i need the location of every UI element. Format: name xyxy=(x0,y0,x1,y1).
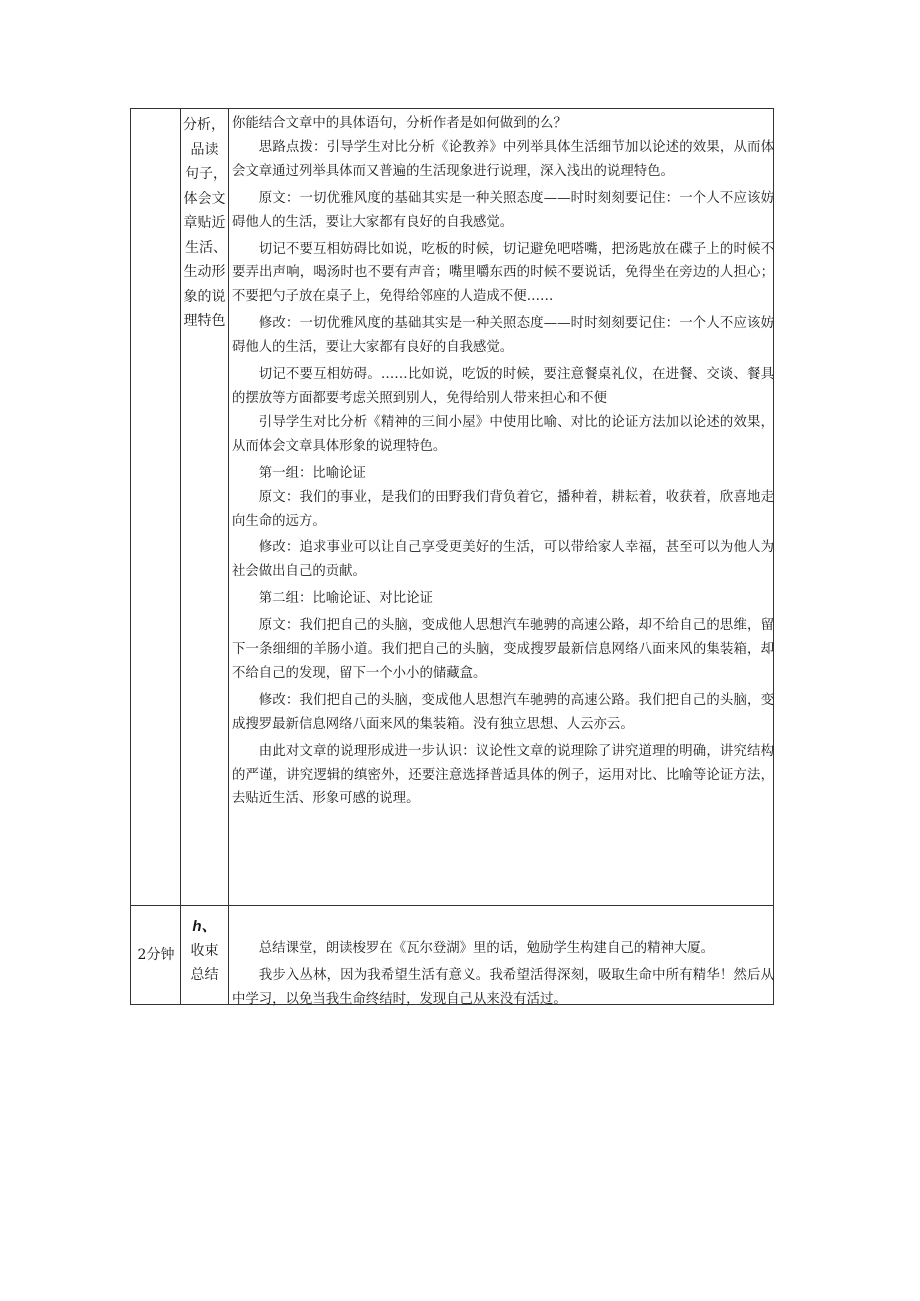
label-line: 收束 xyxy=(190,943,219,959)
label-line: 生活、 xyxy=(185,239,227,256)
row1-content xyxy=(232,112,774,811)
paragraph: 由此对文章的说理形成进一步认识：议论性文章的说理除了讲究道理的明确，讲究结构的严谨，讲究逻辑的缜密外，还要注意选择普适具体的例子，运用对比、比喻等论证方法，去贴近生活、形象可感的说理。 xyxy=(232,743,774,807)
paragraph: 原文：我们的事业，是我们的田野我们背负着它，播种着，耕耘着，收获着，欣喜地走向生命的远方。 xyxy=(232,489,774,529)
label-line: 理特色 xyxy=(183,313,226,329)
paragraph: 思路点拨：引导学生对比分析《论教养》中列举具体生活细节加以论述的效果，从而体会文章通过列举具体而又普遍的生活现象进行说理，深入浅出的说理特色。 xyxy=(232,139,774,179)
label-line: 总结 xyxy=(190,967,219,983)
paragraph: 切记不要互相妨碍。……比如说，吃饭的时候，要注意餐桌礼仪，在进餐、交谈、餐具的摆放等方面都要考虑关照到别人，免得给别人带来担心和不便 xyxy=(232,367,774,406)
paragraph: 修改：一切优雅风度的基础其实是一种关照态度——时时刻刻要记住：一个人不应该妨碍他人的生活，要让大家都有良好的自我感觉。 xyxy=(232,316,774,356)
paragraph: 第一组：比喻论证 xyxy=(258,465,366,481)
row2-content xyxy=(232,934,774,1012)
paragraph: 总结课堂，朗读梭罗在《瓦尔登湖》里的话，勉励学生构建自己的精神大厦。 xyxy=(258,941,715,956)
label-line: 分析， xyxy=(183,117,225,133)
row1-activity-label xyxy=(181,113,228,334)
paragraph: 你能结合文章中的具体语句，分析作者是如何做到的么？ xyxy=(232,116,567,131)
paragraph: 原文：一切优雅风度的基础其实是一种关照态度——时时刻刻要记住：一个人不应该妨碍他人的生活，要让大家都有良好的自我感觉。 xyxy=(232,190,774,230)
paragraph: 切记不要互相妨碍比如说，吃板的时候，切记避免吧嗒嘴，把汤匙放在碟子上的时候不要弄出声响，喝汤时也不要有声音；嘴里嚼东西的时候不要说话，免得坐在旁边的人担心；不要把勺子放在桌子上，免得给邻座的人造成不便…… xyxy=(232,241,774,305)
column-divider-2 xyxy=(228,109,229,1004)
step-number: h、 xyxy=(192,918,217,935)
paragraph: 第二组：比喻论证、对比论证 xyxy=(258,591,433,607)
duration-label: 2分钟 xyxy=(137,947,175,963)
paragraph: 修改：我们把自己的头脑，变成他人思想汽车驰骋的高速公路。我们把自己的头脑，变成搜罗最新信息网络八面来风的集装箱。没有独立思想、人云亦云。 xyxy=(232,692,774,732)
paragraph: 修改：追求事业可以让自己享受更美好的生活，可以带给家人幸福，甚至可以为他人为社会做出自己的贡献。 xyxy=(232,540,774,580)
label-line: 句子， xyxy=(185,166,227,182)
paragraph: 引导学生对比分析《精神的三间小屋》中使用比喻、对比的论证方法加以论述的效果，从而体会文章具体形象的说理特色。 xyxy=(232,414,774,454)
label-line: 生动形 xyxy=(183,264,226,280)
paragraph: 我步入丛林，因为我希望生活有意义。我希望活得深刻，吸取生命中所有精华！然后从中学习，以免当我生命终结时，发现自己从来没有活过。 xyxy=(232,967,774,1007)
label-line: 章贴近 xyxy=(183,215,226,231)
label-line: 体会文 xyxy=(183,190,226,207)
row-divider xyxy=(131,905,773,906)
row2-activity-label xyxy=(181,915,228,987)
label-line: 象的说 xyxy=(183,288,226,305)
label-line: 品读 xyxy=(190,141,219,158)
lesson-plan-table xyxy=(130,108,774,1005)
row2-time-cell xyxy=(131,906,181,1004)
row1-time-cell xyxy=(131,109,181,905)
paragraph: 原文：我们把自己的头脑，变成他人思想汽车驰骋的高速公路，却不给自己的思维，留下一条细细的羊肠小道。我们把自己的头脑，变成搜罗最新信息网络八面来风的集装箱，却不给自己的发现，留下一个小小的储藏盒。 xyxy=(232,618,774,681)
